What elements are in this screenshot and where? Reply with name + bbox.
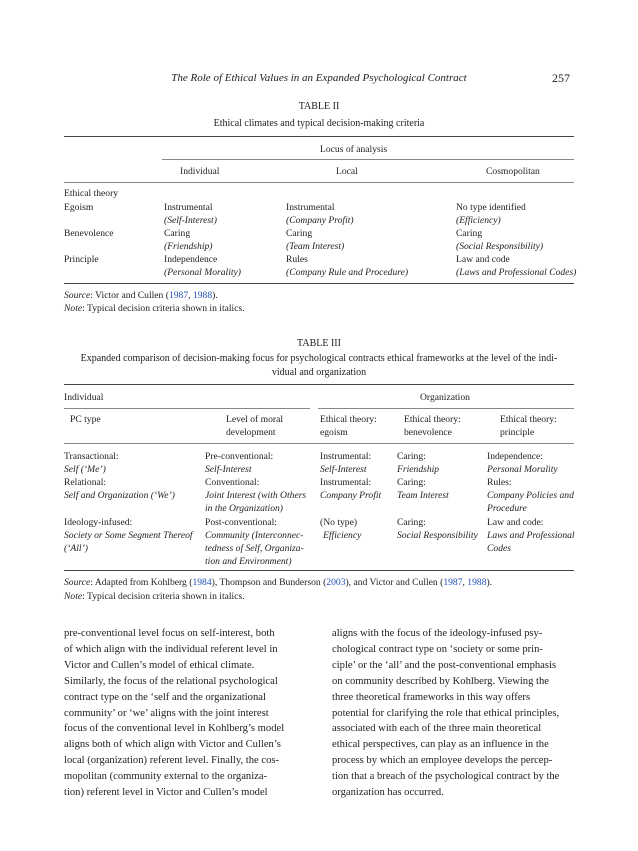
text-line: ethical perspectives, can play as an influence in the	[332, 739, 549, 751]
cell-value: Transactional: Self (‘Me’)	[64, 451, 119, 475]
cell-criterion: (Self-Interest)	[164, 215, 217, 226]
caption-line: vidual and organization	[271, 367, 367, 378]
table-2-header-rule	[64, 182, 574, 183]
table-3-caption	[64, 352, 574, 380]
text-line: focus of the conventional level in Kohlberg’s model	[64, 723, 285, 735]
table-2-source: Source: Victor and Cullen (1987, 1988).	[64, 290, 218, 301]
text-line: associated with each of the three main theoretical	[332, 723, 542, 735]
cell-value: Instrumental: Company Profit	[320, 477, 382, 501]
table-2-col-cosmopolitan: Cosmopolitan	[486, 166, 540, 177]
table-3-header-rule	[64, 443, 574, 444]
text-line: of which align with the individual referent level in	[64, 643, 278, 655]
cell-value: Independence	[164, 254, 218, 265]
cell-value: Caring: Social Responsibility	[397, 517, 478, 541]
cell-criterion: (Friendship)	[164, 241, 213, 252]
cell-criterion: (Efficiency)	[456, 215, 501, 226]
text-line: organization has occurred.	[332, 787, 444, 799]
cell-value: Law and code: Laws and Professional Codes	[487, 517, 575, 554]
cell-value: Post-conventional: Community (Interconnec- tedness of Self, Organiza- tion and Environment)	[205, 517, 304, 567]
text-line: potential for clarifying the role that ethical principles,	[332, 707, 560, 719]
text-line: on community described by Kohlberg. Viewing the	[332, 675, 549, 687]
row-label: Benevolence	[64, 228, 114, 239]
cell-value: Caring	[456, 228, 483, 239]
text-line: tion) referent level in Victor and Cullen’s model	[64, 787, 268, 799]
cell-value: Rules: Company Policies and Procedure	[487, 477, 574, 514]
text-line: chological contract type on ‘society or some prin-	[332, 643, 543, 655]
cell-value: Law and code	[456, 254, 510, 265]
table-2-label: TABLE II	[298, 101, 340, 112]
citation-link[interactable]: 2003	[326, 577, 346, 588]
citation-link[interactable]: 1987	[443, 577, 463, 588]
table-2-col-individual: Individual	[180, 166, 220, 177]
text-line: tion that a breach of the psychological contract by the	[332, 771, 560, 783]
table-3-bottom-rule	[64, 570, 574, 571]
cell-criterion: (Team Interest)	[286, 241, 345, 252]
table-3-label: TABLE III	[297, 338, 341, 349]
table-2-bottom-rule	[64, 283, 574, 284]
cell-value: (No type) Efficiency	[320, 517, 362, 541]
cell-value: Instrumental	[286, 202, 335, 213]
table-3-top-rule	[64, 384, 574, 385]
table-2-row-header: Ethical theory	[64, 188, 119, 199]
col-egoism: Ethical theory: egoism	[320, 414, 377, 438]
text-line: aligns with the focus of the ideology-infused psy-	[332, 628, 543, 639]
citation-link[interactable]: 1987	[168, 290, 189, 301]
col-moral-level: Level of moral development	[226, 414, 284, 438]
cell-value: Caring	[286, 228, 313, 239]
group-individual: Individual	[64, 392, 104, 403]
text-line: contract type on the ‘self and the organizational	[64, 691, 266, 703]
table-2-locus-rule	[162, 159, 574, 160]
group-rule-right	[318, 408, 574, 409]
text-line: three theoretical frameworks in this way offers	[332, 691, 531, 703]
running-header-title: The Role of Ethical Values in an Expanded Psychological Contract	[171, 72, 467, 84]
cell-value: No type identified	[456, 202, 526, 213]
cell-value: Instrumental	[164, 202, 213, 213]
text-line: Similarly, the focus of the relational psychological	[64, 675, 278, 687]
cell-value: Caring	[164, 228, 191, 239]
row-label: Egoism	[64, 202, 94, 213]
cell-value: Relational: Self and Organization (‘We’)	[64, 477, 175, 501]
text-line: mopolitan (community external to the organiza-	[64, 771, 268, 783]
cell-value: Conventional: Joint Interest (with Others in the Organization)	[205, 477, 307, 514]
text-line: community’ or ‘we’ aligns with the joint interest	[64, 707, 269, 719]
table-2-top-rule	[64, 136, 574, 137]
table-3-note: Note: Typical decision criteria shown in italics.	[64, 591, 245, 602]
group-rule-left	[64, 408, 310, 409]
text-line: aligns both of which align with Victor and Cullen’s	[64, 739, 281, 751]
col-benevolence: Ethical theory: benevolence	[404, 414, 461, 438]
text-line: ciple’ or the ‘all’ and the post-conventional emphasis	[332, 659, 557, 671]
group-organization: Organization	[420, 392, 470, 403]
body-column-left	[64, 626, 308, 801]
cell-criterion: (Social Responsibility)	[456, 241, 544, 252]
citation-link[interactable]: 1988	[467, 577, 487, 588]
caption-line: Expanded comparison of decision-making focus for psychological contracts ethical frameworks at the level of the indi-	[80, 353, 558, 364]
cell-value: Independence: Personal Morality	[487, 451, 558, 475]
cell-criterion: (Personal Morality)	[164, 267, 242, 278]
cell-criterion: (Company Rule and Procedure)	[286, 267, 409, 278]
table-2-locus-header: Locus of analysis	[320, 144, 388, 155]
cell-value: Pre-conventional: Self-Interest	[205, 451, 274, 475]
cell-criterion: (Laws and Professional Codes)	[456, 267, 577, 278]
text-line: pre-conventional level focus on self-interest, both	[64, 628, 275, 639]
cell-value: Caring: Team Interest	[397, 477, 449, 501]
cell-criterion: (Company Profit)	[286, 215, 354, 226]
table-2-note: Note: Typical decision criteria shown in italics.	[64, 303, 245, 314]
citation-link[interactable]: 1984	[192, 577, 212, 588]
table-2-caption: Ethical climates and typical decision-making criteria	[213, 118, 425, 129]
text-line: Victor and Cullen’s model of ethical climate.	[64, 659, 255, 671]
body-column-right	[332, 626, 576, 801]
page-number: 257	[552, 71, 570, 85]
col-principle: Ethical theory: principle	[500, 414, 557, 438]
table-3-source: Source: Adapted from Kohlberg (1984), Thompson and Bunderson (2003), and Victor and Cullen (1987, 1988).	[64, 577, 493, 588]
table-2-col-local: Local	[336, 166, 358, 177]
row-label: Principle	[64, 254, 99, 265]
citation-link[interactable]: 1988	[192, 290, 213, 301]
cell-value: Caring: Friendship	[397, 451, 440, 475]
cell-value: Ideology-infused: Society or Some Segment Thereof (‘All’)	[64, 517, 193, 554]
col-pc-type: PC type	[70, 414, 101, 425]
text-line: process by which an employee develops the percep-	[332, 755, 553, 767]
cell-value: Instrumental: Self-Interest	[320, 451, 372, 475]
cell-value: Rules	[286, 254, 308, 265]
text-line: local (organization) referent level. Finally, the cos-	[64, 755, 280, 767]
